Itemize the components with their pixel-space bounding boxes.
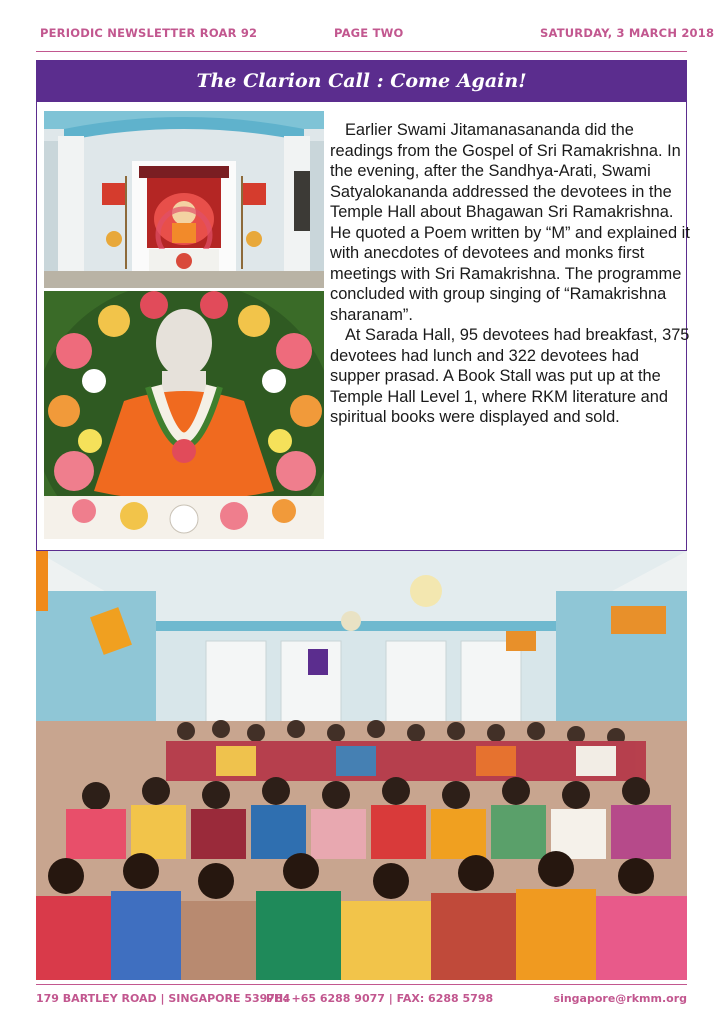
section-banner	[36, 60, 687, 102]
temple-altar-photo	[44, 111, 324, 288]
section-title: The Clarion Call : Come Again!	[196, 70, 527, 92]
article-paragraph: Earlier Swami Jitamanasananda did the readings from the Gospel of Sri Ramakrishna. In the evening, after the Sandhya-Arati, Swami Satyalokananda addressed the devotees in the Temple Hall about Bhagawan Sri Ramakrishna. He quoted a Poem written by “M” and explained it with anecdotes of devotees and monks first meetings with Sri Ramakrishna. The programme concluded with group singing of “Ramakrishna sharanam”.	[330, 121, 690, 324]
header-rule	[36, 51, 687, 52]
statue-garland-photo	[44, 291, 324, 539]
footer-email-link[interactable]: singapore@rkmm.org	[553, 992, 687, 1005]
footer-phone: PH: +65 6288 9077 | FAX: 6288 5798	[266, 992, 494, 1005]
article-paragraph: At Sarada Hall, 95 devotees had breakfast, 375 devotees had lunch and 322 devotees had supper prasad. A Book Stall was put up at the Temple Hall Level 1, where RKM literature and spiritual books were displayed and sold.	[330, 326, 690, 426]
article-body	[330, 120, 690, 428]
issue-date: SATURDAY, 3 MARCH 2018	[540, 26, 715, 40]
newsletter-issue: PERIODIC NEWSLETTER ROAR 92	[40, 26, 258, 40]
devotees-hall-photo	[36, 551, 687, 980]
footer-rule	[36, 984, 687, 985]
footer-address: 179 BARTLEY ROAD | SINGAPORE 539784	[36, 992, 291, 1005]
page-number: PAGE TWO	[334, 26, 404, 40]
